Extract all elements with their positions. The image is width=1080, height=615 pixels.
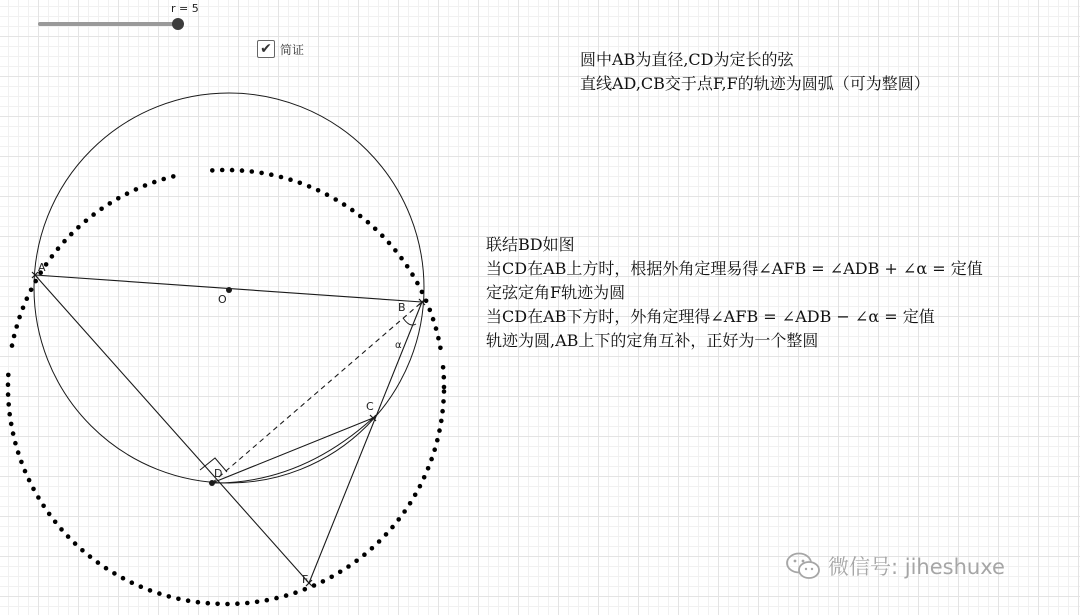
label-A: A <box>38 261 46 274</box>
locus-dot <box>408 501 413 506</box>
locus-dot <box>112 571 117 576</box>
locus-dot <box>29 288 34 293</box>
locus-dots <box>6 168 447 607</box>
locus-dot <box>436 336 441 341</box>
locus-dot <box>186 598 191 603</box>
locus-dot <box>441 365 446 370</box>
locus-dot <box>36 495 41 500</box>
locus-dot <box>316 188 321 193</box>
locus-dot <box>255 600 260 605</box>
locus-dot <box>121 576 126 581</box>
locus-dot <box>12 334 17 339</box>
locus-dot <box>230 168 235 173</box>
problem-statement <box>580 48 930 96</box>
locus-dot <box>157 591 162 596</box>
label-F: F <box>302 573 309 586</box>
locus-dot <box>288 177 293 182</box>
locus-dot <box>396 517 401 522</box>
locus-dot <box>284 593 289 598</box>
locus-dot <box>440 409 445 414</box>
checkmark-icon: ✔ <box>260 41 272 57</box>
locus-dot <box>235 601 240 606</box>
locus-dot <box>116 196 121 201</box>
locus-dot <box>19 460 24 465</box>
locus-dot <box>312 583 317 588</box>
locus-dot <box>80 548 85 553</box>
wechat-icon <box>784 551 824 581</box>
locus-dot <box>148 588 153 593</box>
locus-dot <box>196 600 201 605</box>
locus-dot <box>432 447 437 452</box>
label-B: B <box>398 301 406 314</box>
locus-dot <box>350 208 355 213</box>
text-line: 定弦定角F轨迹为圆 <box>486 283 626 302</box>
locus-dot <box>321 579 326 584</box>
slider-label: r = 5 <box>171 2 199 15</box>
locus-dot <box>346 564 351 569</box>
segment-CD[interactable] <box>212 418 373 483</box>
locus-dot <box>13 441 18 446</box>
locus-dot <box>362 552 367 557</box>
label-alpha: α <box>395 340 402 351</box>
locus-dot <box>99 207 104 212</box>
locus-dot <box>161 177 166 182</box>
locus-dot <box>279 175 284 180</box>
locus-dot <box>91 212 96 217</box>
locus-dot <box>413 493 418 498</box>
proof-checkbox[interactable] <box>257 40 275 58</box>
locus-dot <box>354 559 359 564</box>
locus-dot <box>358 214 363 219</box>
locus-dot <box>16 450 21 455</box>
locus-dot <box>437 428 442 433</box>
locus-dot <box>399 256 404 261</box>
locus-dot <box>415 281 420 286</box>
radius-slider[interactable] <box>38 14 184 34</box>
locus-dot <box>47 512 52 517</box>
locus-dot <box>17 315 22 320</box>
locus-dot <box>206 601 211 606</box>
locus-dot <box>325 192 330 197</box>
proof-checkbox-label[interactable]: 简证 <box>280 42 305 57</box>
locus-dot <box>429 457 434 462</box>
locus-dot <box>73 541 78 546</box>
locus-dot <box>10 343 15 348</box>
watermark <box>784 551 1005 581</box>
locus-dot <box>6 373 11 378</box>
locus-dot <box>167 594 172 599</box>
locus-dot <box>387 241 392 246</box>
segment-BF[interactable] <box>309 302 422 583</box>
locus-dot <box>88 554 93 559</box>
locus-dot <box>298 181 303 186</box>
locus-dot <box>342 202 347 207</box>
locus-dot <box>130 580 135 585</box>
locus-dot <box>441 399 446 404</box>
locus-dot <box>104 566 109 571</box>
locus-dot <box>373 227 378 232</box>
locus-dot <box>418 484 423 489</box>
locus-dot <box>14 324 19 329</box>
locus-dot <box>240 168 245 173</box>
locus-dot <box>380 233 385 238</box>
text-line: 轨迹为圆,AB上下的定角互补，正好为一个整圆 <box>486 331 819 350</box>
locus-dot <box>108 201 113 206</box>
locus-dot <box>420 290 425 295</box>
locus-dot <box>59 527 64 532</box>
locus-dot <box>56 246 61 251</box>
text-line: 直线AD,CB交于点F,F的轨迹为圆弧（可为整圆） <box>580 74 930 93</box>
point-D[interactable] <box>209 480 215 486</box>
locus-dot <box>259 171 264 176</box>
watermark-text: 微信号: jiheshuxe <box>828 555 1005 579</box>
locus-dot <box>215 602 220 607</box>
locus-dot <box>442 385 447 390</box>
locus-dot <box>69 232 74 237</box>
locus-dot <box>333 197 338 202</box>
text-line: 当CD在AB下方时，外角定理得∠AFB = ∠ADB − ∠α = 定值 <box>486 307 935 326</box>
locus-dot <box>143 183 148 188</box>
locus-dot <box>265 598 270 603</box>
locus-dot <box>274 596 279 601</box>
locus-dot <box>23 469 28 474</box>
locus-dot <box>225 602 230 607</box>
locus-dot <box>442 375 447 380</box>
locus-dot <box>27 478 32 483</box>
locus-dot <box>293 590 298 595</box>
locus-dot <box>402 509 407 514</box>
locus-dot <box>245 601 250 606</box>
locus-dot <box>405 264 410 269</box>
proof-toggle[interactable] <box>257 40 304 58</box>
locus-dot <box>220 168 225 173</box>
locus-dot <box>377 539 382 544</box>
locus-dot <box>134 187 139 192</box>
locus-dot <box>66 534 71 539</box>
locus-dot <box>390 525 395 530</box>
locus-dot <box>439 419 444 424</box>
text-line: 联结BD如图 <box>486 235 575 254</box>
point-O[interactable] <box>226 287 232 293</box>
locus-dot <box>9 422 14 427</box>
locus-dot <box>125 191 130 196</box>
locus-dot <box>50 254 55 259</box>
label-D: D <box>214 467 223 480</box>
locus-dot <box>434 326 439 331</box>
locus-dot <box>210 168 215 173</box>
slider-knob[interactable] <box>172 18 184 30</box>
locus-dot <box>303 587 308 592</box>
locus-dot <box>76 225 81 230</box>
locus-dot <box>11 431 16 436</box>
locus-dot <box>6 402 11 407</box>
segment-AF[interactable] <box>35 275 309 583</box>
locus-dot <box>393 248 398 253</box>
locus-dot <box>438 346 443 351</box>
locus-dot <box>426 466 431 471</box>
locus-dot <box>366 220 371 225</box>
locus-dot <box>329 575 334 580</box>
locus-dot <box>84 219 89 224</box>
label-O: O <box>218 293 227 306</box>
locus-dot <box>435 438 440 443</box>
locus-dot <box>428 308 433 313</box>
locus-dot <box>53 520 58 525</box>
locus-dot <box>139 584 144 589</box>
locus-dot <box>152 180 157 185</box>
locus-dot <box>338 570 343 575</box>
locus-dot <box>384 532 389 537</box>
locus-dot <box>33 279 38 284</box>
segment-BD-dashed[interactable] <box>212 302 422 483</box>
locus-dot <box>6 382 11 387</box>
locus-dot <box>171 174 176 179</box>
locus-dot <box>431 317 436 322</box>
locus-dot <box>176 597 181 602</box>
slider-fill <box>38 22 178 26</box>
locus-dot <box>7 412 12 417</box>
locus-dot <box>21 306 26 311</box>
locus-dot <box>442 389 447 394</box>
locus-dot <box>370 546 375 551</box>
text-line: 当CD在AB上方时，根据外角定理易得∠AFB = ∠ADB + ∠α = 定值 <box>486 259 983 278</box>
locus-dot <box>250 169 255 174</box>
locus-dot <box>410 272 415 277</box>
locus-dot <box>25 296 30 301</box>
locus-dot <box>269 172 274 177</box>
proof-text <box>486 233 983 353</box>
locus-dot <box>62 239 67 244</box>
label-C: C <box>366 400 374 413</box>
locus-dot <box>422 475 427 480</box>
locus-dot <box>31 487 36 492</box>
locus-dot <box>96 560 101 565</box>
locus-dot <box>307 184 312 189</box>
text-line: 圆中AB为直径,CD为定长的弦 <box>580 50 794 69</box>
locus-dot <box>41 504 46 509</box>
locus-dot <box>6 392 11 397</box>
